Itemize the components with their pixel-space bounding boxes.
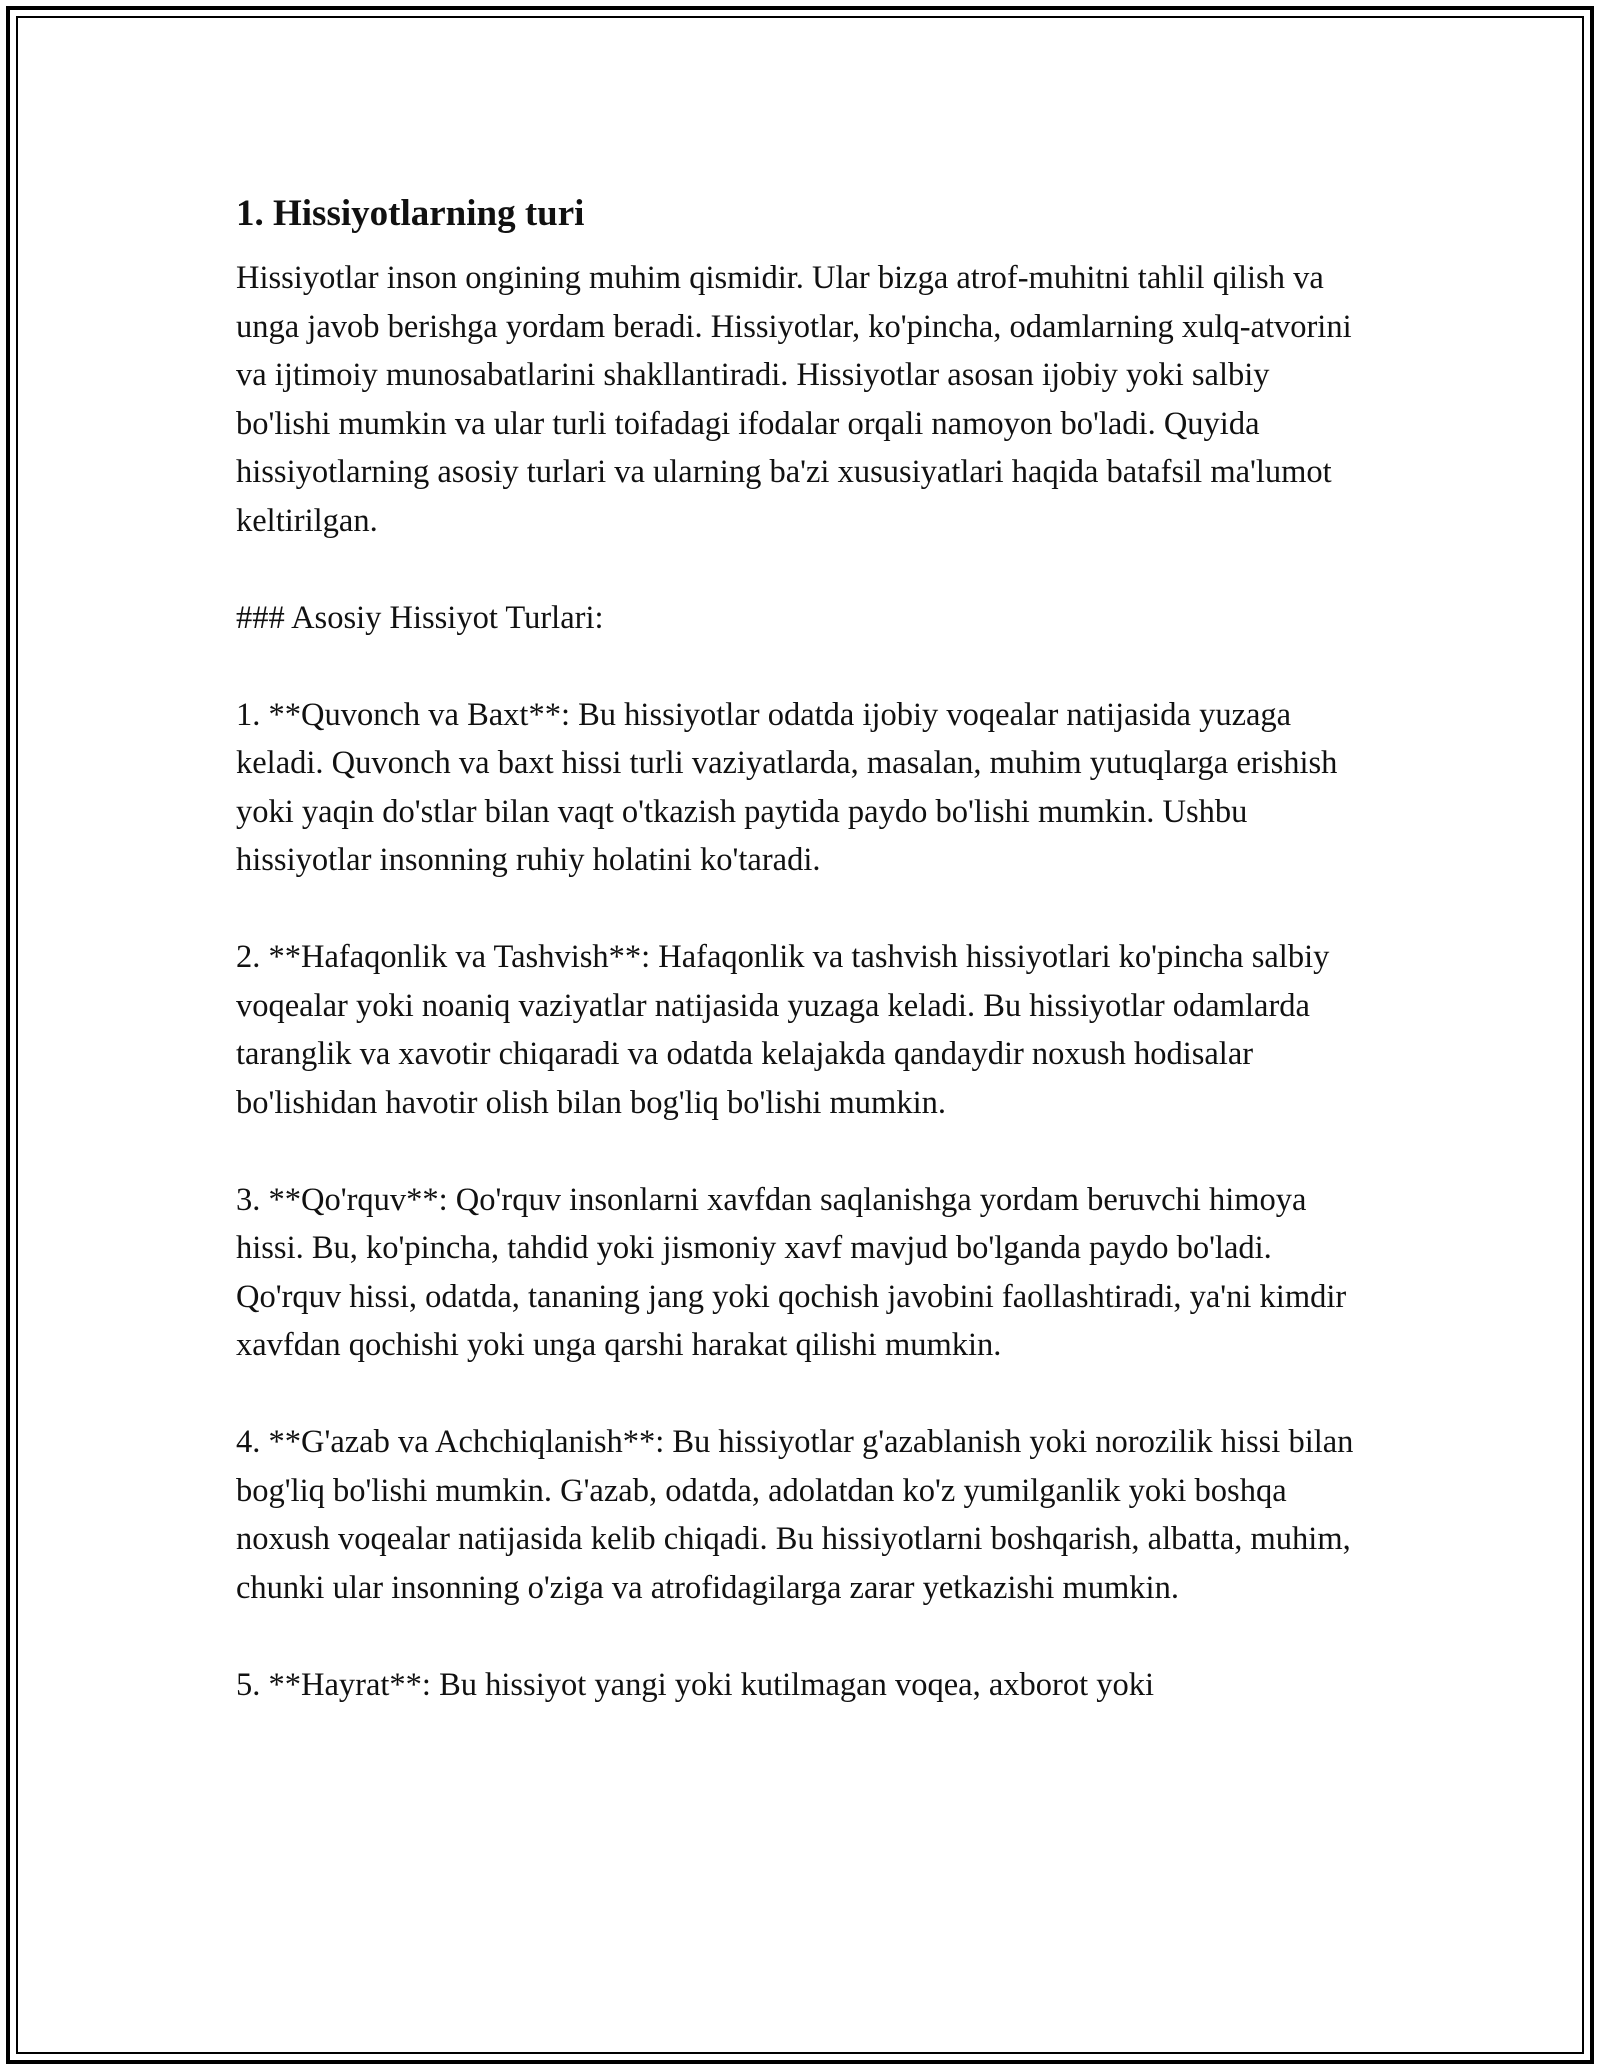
list-item-quvonch: 1. **Quvonch va Baxt**: Bu hissiyotlar odatda ijobiy voqealar natijasida yuzaga keladi. Quvonch va baxt hissi turli vaziyatlarda, masalan, muhim yutuqlarga erishish yoki yaqin do'stlar bilan vaqt o'tkazish paytida paydo bo'lishi mumkin. Ushbu hissiyotlar insonning ruhiy holatini ko'taradi. — [236, 696, 1338, 878]
intro-paragraph: Hissiyotlar inson ongining muhim qismidir. Ular bizga atrof-muhitni tahlil qilish va unga javob berishga yordam beradi. Hissiyotlar, ko'pincha, odamlarning xulq-atvorini va ijtimoiy munosabatlarini shakllantiradi. Hissiyotlar asosan ijobiy yoki salbiy bo'lishi mumkin va ular turli toifadagi ifodalar orqali namoyon bo'ladi. Quyida hissiyotlarning asosiy turlari va ularning ba'zi xususiyatlari haqida batafsil ma'lumot keltirilgan. — [236, 260, 1352, 539]
document-heading: 1. Hissiyotlarning turi — [236, 193, 585, 234]
list-item-qorquv: 3. **Qo'rquv**: Qo'rquv insonlarni xavfdan saqlanishga yordam beruvchi himoya hissi. Bu, ko'pincha, tahdid yoki jismoniy xavf mavjud bo'lganda paydo bo'ladi. Qo'rquv hissi, odatda, tananing jang yoki qochish javobini faollashtiradi, ya'ni kimdir xavfdan qochishi yoki unga qarshi harakat qilishi mumkin. — [236, 1181, 1347, 1363]
list-item-hafaqonlik: 2. **Hafaqonlik va Tashvish**: Hafaqonlik va tashvish hissiyotlari ko'pincha salbiy voqealar yoki noaniq vaziyatlar natijasida yuzaga keladi. Bu hissiyotlar odamlarda taranglik va xavotir chiqaradi va odatda kelajakda qandaydir noxush hodisalar bo'lishidan havotir olish bilan bog'liq bo'lishi mumkin. — [236, 939, 1330, 1121]
list-item-gazab: 4. **G'azab va Achchiqlanish**: Bu hissiyotlar g'azablanish yoki norozilik hissi bilan bog'liq bo'lishi mumkin. G'azab, odatda, adolatdan ko'z yumilganlik yoki boshqa noxush voqealar natijasida kelib chiqadi. Bu hissiyotlarni boshqarish, albatta, muhim, chunki ular insonning o'ziga va atrofidagilarga zarar yetkazishi mumkin. — [236, 1424, 1354, 1606]
list-item-hayrat: 5. **Hayrat**: Bu hissiyot yangi yoki kutilmagan voqea, axborot yoki — [236, 1666, 1154, 1703]
section-subheading: ### Asosiy Hissiyot Turlari: — [236, 599, 604, 636]
document-body — [236, 186, 1366, 1758]
